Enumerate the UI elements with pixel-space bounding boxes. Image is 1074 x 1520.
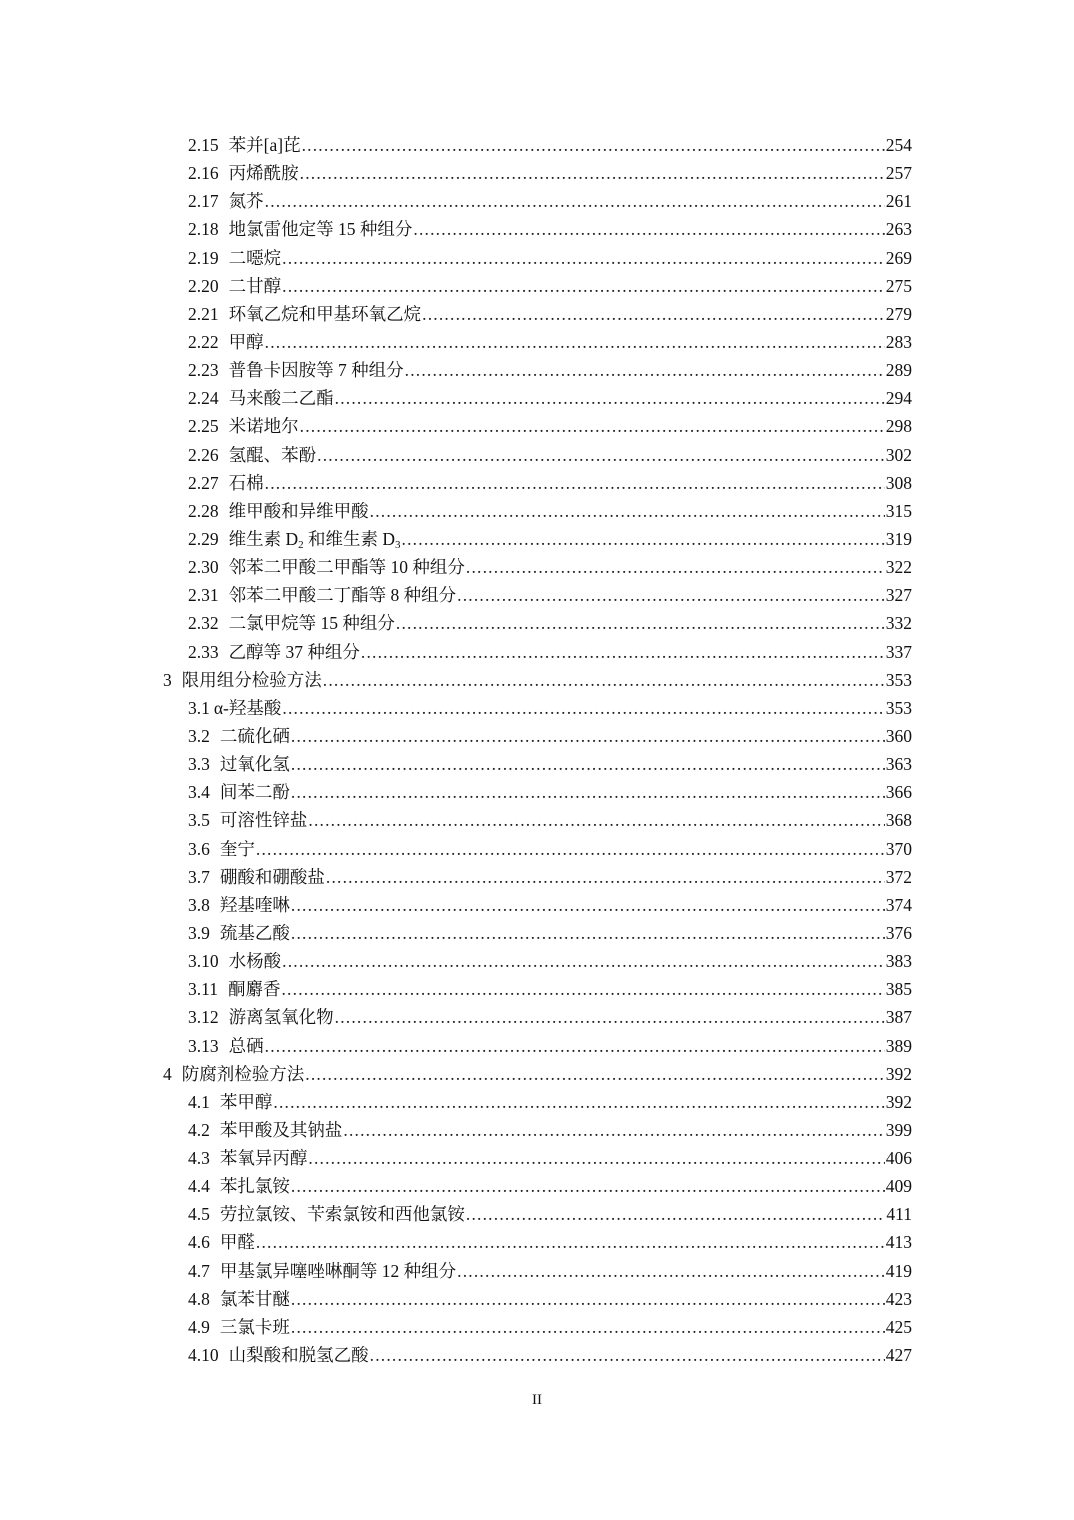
toc-entry-number: 4.9 — [188, 1316, 210, 1337]
toc-section-entry[interactable] — [0, 131, 1074, 159]
toc-entry-label — [188, 441, 316, 469]
dot-leader — [302, 131, 885, 159]
toc-entry-number: 4.2 — [188, 1119, 210, 1140]
toc-entry-number: 3.12 — [188, 1007, 219, 1028]
dot-leader — [291, 1313, 885, 1341]
toc-entry-title: 氢醌、苯酚 — [228, 444, 317, 465]
toc-entry-label — [188, 384, 334, 412]
toc-page-number: 279 — [885, 303, 912, 324]
toc-entry-number: 2.22 — [188, 331, 219, 352]
toc-page-number: 353 — [885, 669, 912, 690]
toc-page-number: 263 — [885, 219, 912, 240]
toc-entry-title: 马来酸二乙酯 — [228, 388, 334, 409]
toc-entry-label — [188, 412, 299, 440]
toc-section-entry[interactable] — [0, 722, 1074, 750]
toc-section-entry[interactable] — [0, 694, 1074, 722]
toc-page-number: 269 — [885, 247, 912, 268]
toc-section-entry[interactable] — [0, 1116, 1074, 1144]
toc-entry-label — [163, 1060, 304, 1088]
dot-leader — [281, 975, 884, 1003]
toc-entry-label — [188, 1116, 342, 1144]
toc-entry-number: 2.33 — [188, 641, 219, 662]
toc-entry-number: 3.8 — [188, 894, 210, 915]
toc-entry-title: 维甲酸和异维甲酸 — [228, 500, 369, 521]
toc-entry-number: 2.23 — [188, 360, 219, 381]
toc-entry-title: 甲基氯异噻唑啉酮等 12 种组分 — [219, 1260, 457, 1281]
toc-entry-title: 地氯雷他定等 15 种组分 — [228, 219, 413, 240]
toc-entry-label — [188, 215, 412, 243]
toc-entry-label — [188, 1257, 456, 1285]
toc-entry-label — [188, 863, 325, 891]
toc-page-number: 425 — [885, 1316, 912, 1337]
toc-page-number: 413 — [885, 1232, 912, 1253]
toc-entry-title: 米诺地尔 — [228, 416, 299, 437]
toc-page-number: 283 — [885, 331, 912, 352]
toc-entry-number: 2.29 — [188, 528, 219, 549]
toc-entry-label — [188, 750, 290, 778]
dot-leader — [273, 1088, 884, 1116]
toc-page-number: 366 — [885, 782, 912, 803]
toc-entry-title: 甲醛 — [219, 1232, 255, 1253]
toc-section-entry[interactable] — [0, 863, 1074, 891]
dot-leader — [422, 300, 885, 328]
toc-entry-label — [188, 1341, 369, 1369]
dot-leader — [308, 1144, 884, 1172]
toc-page-number: 399 — [885, 1119, 912, 1140]
dot-leader — [265, 469, 885, 497]
toc-page-number: 389 — [885, 1035, 912, 1056]
toc-section-entry[interactable] — [0, 187, 1074, 215]
dot-leader — [256, 1228, 885, 1256]
toc-section-entry[interactable] — [0, 1285, 1074, 1313]
toc-entry-label — [163, 666, 322, 694]
toc-page-number: 419 — [885, 1260, 912, 1281]
toc-entry-number: 2.30 — [188, 557, 219, 578]
dot-leader — [291, 722, 885, 750]
toc-section-entry[interactable] — [0, 553, 1074, 581]
toc-section-entry[interactable] — [0, 1313, 1074, 1341]
subscript: 2 — [298, 538, 304, 551]
toc-page-number: 374 — [885, 894, 912, 915]
toc-entry-title: 限用组分检验方法 — [181, 669, 322, 690]
toc-page-number: 411 — [886, 1204, 912, 1225]
toc-page-number: 332 — [885, 613, 912, 634]
toc-entry-label — [188, 1172, 290, 1200]
toc-page-number: 294 — [885, 388, 912, 409]
toc-entry-title: 邻苯二甲酸二甲酯等 10 种组分 — [228, 557, 465, 578]
toc-section-entry[interactable] — [0, 412, 1074, 440]
toc-section-entry[interactable] — [0, 750, 1074, 778]
toc-entry-title: 酮麝香 — [227, 979, 281, 1000]
toc-page-number: 385 — [885, 979, 912, 1000]
toc-page-number: 427 — [885, 1345, 912, 1366]
toc-entry-title: 游离氢氧化物 — [228, 1007, 334, 1028]
toc-entry-number: 2.31 — [188, 585, 219, 606]
toc-page-number: 360 — [885, 725, 912, 746]
toc-entry-title: 二甘醇 — [228, 275, 282, 296]
dot-leader — [466, 553, 885, 581]
dot-leader — [265, 1032, 885, 1060]
toc-entry-number: 3.3 — [188, 754, 210, 775]
toc-page-number: 368 — [885, 810, 912, 831]
dot-leader — [291, 1285, 885, 1313]
dot-leader — [317, 441, 885, 469]
toc-entry-title: 乙醇等 37 种组分 — [228, 641, 360, 662]
toc-section-entry[interactable] — [0, 525, 1074, 553]
dot-leader — [265, 328, 885, 356]
toc-page-number: 370 — [885, 838, 912, 859]
toc-section-entry[interactable] — [0, 328, 1074, 356]
toc-entry-label — [188, 553, 465, 581]
toc-entry-number: 2.20 — [188, 275, 219, 296]
dot-leader — [402, 525, 885, 553]
toc-page-number: 254 — [885, 135, 912, 155]
dot-leader — [370, 1341, 885, 1369]
toc-section-entry[interactable] — [0, 1228, 1074, 1256]
toc-entry-title: α-羟基酸 — [213, 697, 282, 718]
dot-leader — [300, 159, 885, 187]
dot-leader — [291, 750, 885, 778]
dot-leader — [282, 272, 885, 300]
toc-entry-label — [188, 187, 264, 215]
toc-section-entry[interactable] — [0, 356, 1074, 384]
toc-entry-title: 二噁烷 — [228, 247, 282, 268]
toc-entry-title: 维生素 D — [228, 528, 299, 549]
toc-entry-number: 2.25 — [188, 416, 219, 437]
toc-entry-number: 4.1 — [188, 1091, 210, 1112]
toc-entry-label — [188, 159, 299, 187]
toc-entry-title: 巯基乙酸 — [219, 922, 290, 943]
toc-entry-title: 氮芥 — [228, 191, 264, 212]
toc-entry-label — [188, 131, 301, 159]
toc-entry-title: 奎宁 — [219, 838, 255, 859]
toc-entry-title: 总硒 — [228, 1035, 264, 1056]
toc-entry-number: 2.21 — [188, 303, 219, 324]
toc-entry-number: 4.10 — [188, 1345, 219, 1366]
toc-entry-label — [188, 638, 360, 666]
toc-entry-number: 2.28 — [188, 500, 219, 521]
toc-section-entry[interactable] — [0, 1144, 1074, 1172]
toc-section-entry[interactable] — [0, 244, 1074, 272]
dot-leader — [291, 778, 885, 806]
toc-page-number: 289 — [885, 360, 912, 381]
dot-leader — [457, 1257, 885, 1285]
dot-leader — [343, 1116, 884, 1144]
toc-page-number: 322 — [885, 557, 912, 578]
toc-section-entry[interactable] — [0, 609, 1074, 637]
toc-entry-label — [188, 778, 290, 806]
toc-entry-label — [188, 356, 404, 384]
toc-page-number: 392 — [885, 1063, 912, 1084]
toc-entry-number: 4.8 — [188, 1288, 210, 1309]
toc-section-entry[interactable] — [0, 441, 1074, 469]
toc-entry-label — [188, 806, 307, 834]
dot-leader — [305, 1060, 885, 1088]
toc-entry-title: 苯甲醇 — [219, 1091, 273, 1112]
dot-leader — [300, 412, 885, 440]
toc-entry-title-cont: 和维生素 D — [303, 528, 396, 549]
toc-entry-title: 苯并[a]芘 — [228, 135, 301, 155]
toc-section-entry[interactable] — [0, 581, 1074, 609]
toc-page-number: 363 — [885, 754, 912, 775]
toc-page-number: 298 — [885, 416, 912, 437]
toc-entry-number: 4.3 — [188, 1148, 210, 1169]
toc-entry-number: 2.19 — [188, 247, 219, 268]
toc-entry-title: 环氧乙烷和甲基环氧乙烷 — [228, 303, 422, 324]
toc-section-entry[interactable] — [0, 638, 1074, 666]
toc-entry-number: 2.18 — [188, 219, 219, 240]
toc-entry-title: 丙烯酰胺 — [228, 163, 299, 184]
toc-entry-title: 二硫化硒 — [219, 725, 290, 746]
dot-leader — [361, 638, 885, 666]
toc-section-entry[interactable] — [0, 497, 1074, 525]
toc-entry-label — [188, 835, 255, 863]
toc-entry-number: 4.6 — [188, 1232, 210, 1253]
toc-entry-title: 普鲁卡因胺等 7 种组分 — [228, 360, 404, 381]
toc-entry-number: 3 — [163, 669, 172, 690]
toc-entry-number: 3.10 — [188, 951, 219, 972]
toc-page-number: 376 — [885, 922, 912, 943]
toc-entry-label — [188, 947, 281, 975]
toc-entry-label — [188, 694, 281, 722]
toc-entry-title: 防腐剂检验方法 — [181, 1063, 305, 1084]
toc-section-entry[interactable] — [0, 891, 1074, 919]
toc-entry-label — [188, 1313, 290, 1341]
toc-entry-label — [188, 1285, 290, 1313]
dot-leader — [282, 947, 885, 975]
toc-section-entry[interactable] — [0, 1003, 1074, 1031]
toc-page-number: 406 — [885, 1148, 912, 1169]
dot-leader — [413, 215, 884, 243]
toc-page-number: 315 — [885, 500, 912, 521]
toc-entry-number: 4.4 — [188, 1176, 210, 1197]
toc-section-entry[interactable] — [0, 1257, 1074, 1285]
toc-section-entry[interactable] — [0, 835, 1074, 863]
toc-page-number: 387 — [885, 1007, 912, 1028]
page-number: II — [532, 1392, 542, 1408]
toc-entry-number: 3.11 — [188, 979, 218, 1000]
toc-entry-title: 石棉 — [228, 472, 264, 493]
toc-entry-title: 苯氧异丙醇 — [219, 1148, 308, 1169]
toc-chapter-entry[interactable] — [0, 1060, 1074, 1088]
toc-entry-number: 3.6 — [188, 838, 210, 859]
toc-entry-number: 4.7 — [188, 1260, 210, 1281]
toc-entry-label — [188, 1200, 465, 1228]
toc-page-number: 261 — [885, 191, 912, 212]
toc-entry-title: 苯甲酸及其钠盐 — [219, 1119, 343, 1140]
dot-leader — [405, 356, 885, 384]
toc-page-number: 383 — [885, 951, 912, 972]
toc-entry-number: 3.4 — [188, 782, 210, 803]
toc-entry-number: 3.9 — [188, 922, 210, 943]
toc-section-entry[interactable] — [0, 215, 1074, 243]
toc-section-entry[interactable] — [0, 947, 1074, 975]
toc-section-entry[interactable] — [0, 975, 1074, 1003]
toc-page-number: 372 — [885, 866, 912, 887]
toc-entry-title: 甲醇 — [228, 331, 264, 352]
toc-entry-label — [188, 525, 401, 553]
dot-leader — [323, 666, 885, 694]
toc-entry-label — [188, 328, 264, 356]
toc-page-number: 423 — [885, 1288, 912, 1309]
toc-entry-title: 可溶性锌盐 — [219, 810, 308, 831]
toc-section-entry[interactable] — [0, 469, 1074, 497]
toc-section-entry[interactable] — [0, 1341, 1074, 1369]
toc-entry-label — [188, 609, 395, 637]
dot-leader — [282, 244, 885, 272]
toc-page-number: 353 — [885, 697, 912, 718]
toc-entry-title: 硼酸和硼酸盐 — [219, 866, 325, 887]
toc-section-entry[interactable] — [0, 1088, 1074, 1116]
toc-entry-title: 山梨酸和脱氢乙酸 — [228, 1345, 369, 1366]
toc-entry-label — [188, 919, 290, 947]
toc-entry-title: 羟基喹啉 — [219, 894, 290, 915]
toc-page-number: 337 — [885, 641, 912, 662]
toc-entry-number: 4 — [163, 1063, 172, 1084]
toc-section-entry[interactable] — [0, 1032, 1074, 1060]
toc-entry-number: 3.13 — [188, 1035, 219, 1056]
toc-entry-title: 水杨酸 — [228, 951, 282, 972]
toc-section-entry[interactable] — [0, 272, 1074, 300]
dot-leader — [457, 581, 885, 609]
dot-leader — [256, 835, 885, 863]
toc-entry-number: 3.1 — [188, 697, 210, 718]
toc-chapter-entry[interactable] — [0, 666, 1074, 694]
toc-entry-label — [188, 272, 281, 300]
toc-entry-title: 劳拉氯铵、苄索氯铵和西他氯铵 — [219, 1204, 465, 1225]
toc-section-entry[interactable] — [0, 1172, 1074, 1200]
toc-entry-label — [188, 300, 421, 328]
toc-entry-label — [188, 581, 456, 609]
toc-entry-label — [188, 497, 369, 525]
dot-leader — [335, 1003, 885, 1031]
toc-page-number: 409 — [885, 1176, 912, 1197]
dot-leader — [291, 1172, 885, 1200]
toc-page-number: 319 — [885, 528, 912, 549]
toc-entry-title: 邻苯二甲酸二丁酯等 8 种组分 — [228, 585, 457, 606]
dot-leader — [326, 863, 885, 891]
toc-entry-number: 2.32 — [188, 613, 219, 634]
dot-leader — [291, 891, 885, 919]
subscript: 3 — [395, 538, 401, 551]
dot-leader — [282, 694, 884, 722]
toc-section-entry[interactable] — [0, 1200, 1074, 1228]
toc-entry-number: 2.27 — [188, 472, 219, 493]
toc-page-number: 392 — [885, 1091, 912, 1112]
toc-entry-label — [188, 722, 290, 750]
toc-entry-label — [188, 1228, 255, 1256]
toc-entry-label — [188, 244, 281, 272]
dot-leader — [466, 1200, 886, 1228]
dot-leader — [265, 187, 885, 215]
toc-entry-number: 3.7 — [188, 866, 210, 887]
toc-section-entry[interactable] — [0, 300, 1074, 328]
toc-entry-number: 2.16 — [188, 163, 219, 184]
toc-entry-label — [188, 1032, 264, 1060]
toc-page-number: 302 — [885, 444, 912, 465]
toc-section-entry[interactable] — [0, 159, 1074, 187]
toc-section-entry[interactable] — [0, 384, 1074, 412]
dot-leader — [308, 806, 884, 834]
dot-leader — [335, 384, 885, 412]
toc-entry-label — [188, 469, 264, 497]
dot-leader — [370, 497, 885, 525]
toc-entry-label — [188, 891, 290, 919]
toc-entry-number: 3.2 — [188, 725, 210, 746]
toc-page-number: 308 — [885, 472, 912, 493]
toc-entry-label — [188, 975, 280, 1003]
toc-section-entry[interactable] — [0, 778, 1074, 806]
toc-entry-title: 间苯二酚 — [219, 782, 290, 803]
toc-entry-label — [188, 1088, 272, 1116]
toc-section-entry[interactable] — [0, 806, 1074, 834]
dot-leader — [396, 609, 885, 637]
toc-page-number: 327 — [885, 585, 912, 606]
toc-entry-number: 2.24 — [188, 388, 219, 409]
dot-leader — [291, 919, 885, 947]
toc-entry-title: 过氧化氢 — [219, 754, 290, 775]
toc-entry-title: 氯苯甘醚 — [219, 1288, 290, 1309]
toc-entry-title: 二氯甲烷等 15 种组分 — [228, 613, 395, 634]
toc-entry-title: 三氯卡班 — [219, 1316, 290, 1337]
toc-page-number: 257 — [885, 163, 912, 184]
toc-entry-label — [188, 1003, 334, 1031]
toc-entry-title: 苯扎氯铵 — [219, 1176, 290, 1197]
toc-entry-number: 2.15 — [188, 135, 219, 155]
toc-entry-number: 2.17 — [188, 191, 219, 212]
toc-page-number: 275 — [885, 275, 912, 296]
table-of-contents — [0, 131, 1074, 1369]
toc-entry-label — [188, 1144, 307, 1172]
toc-entry-number: 3.5 — [188, 810, 210, 831]
toc-entry-number: 2.26 — [188, 444, 219, 465]
toc-section-entry[interactable] — [0, 919, 1074, 947]
toc-entry-number: 4.5 — [188, 1204, 210, 1225]
